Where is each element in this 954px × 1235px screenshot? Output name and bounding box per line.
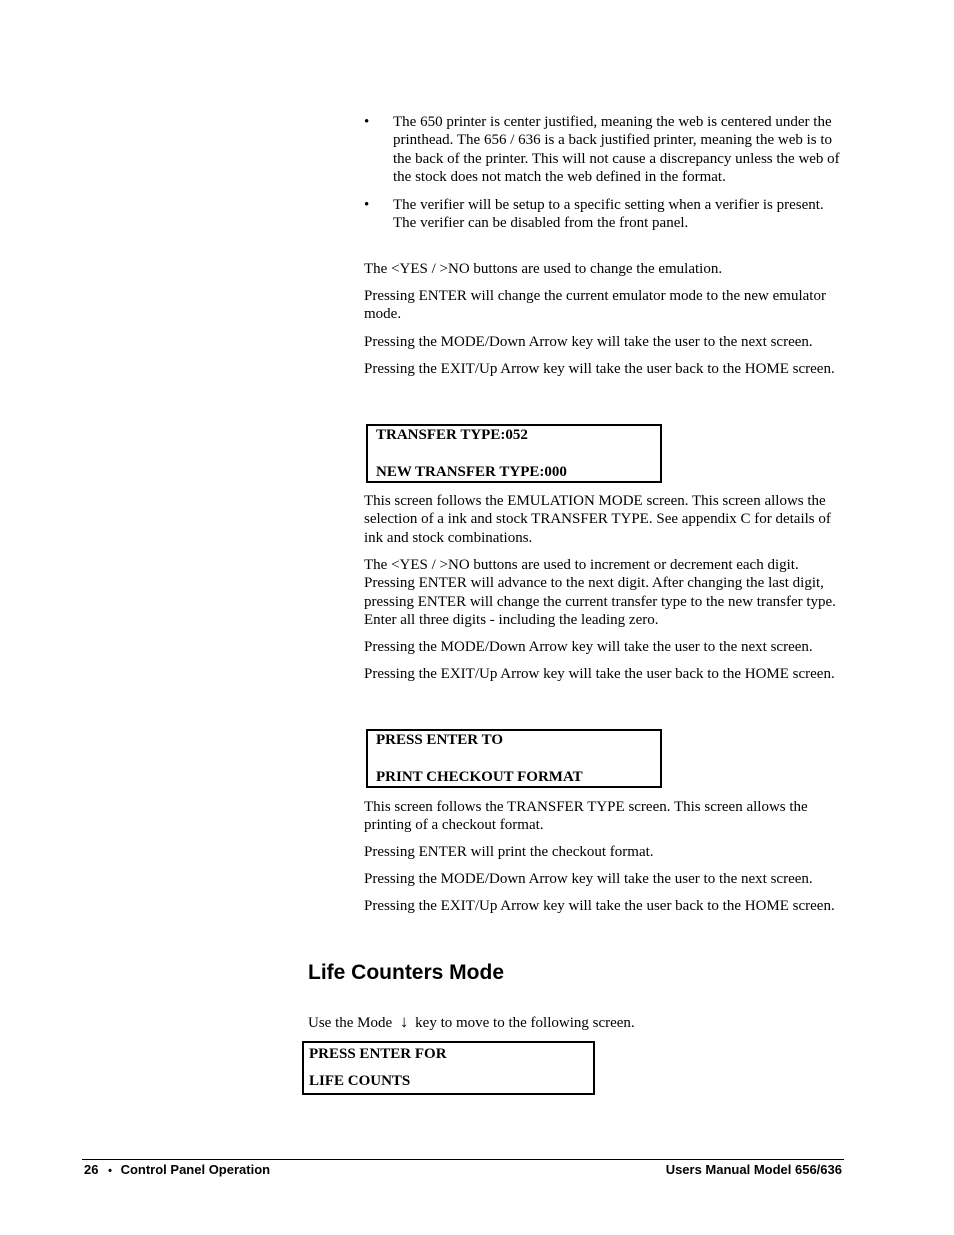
transfer-type-screen [366, 424, 662, 483]
checkout-paragraph-exit: Pressing the EXIT/Up Arrow key will take the user back to the HOME screen. [364, 898, 835, 914]
page-number: 26 [84, 1162, 99, 1177]
life-counters-instruction [308, 1013, 635, 1032]
bullet-list [364, 113, 844, 243]
transfer-paragraph-buttons: The <YES / >NO buttons are used to increment or decrement each digit. Pressing ENTER will advance to the next digit. After changing the last digit, pressing ENTER will change the current transfer type to the new transfer type. Enter all three digits - including the leading zero. [364, 557, 836, 628]
screen-line-2: NEW TRANSFER TYPE:000 [376, 464, 567, 480]
instruction-text-pre: Use the Mode [308, 1015, 393, 1031]
transfer-paragraph-intro: This screen follows the EMULATION MODE screen. This screen allows the selection of a ink and stock TRANSFER TYPE. See appendix C for details of ink and stock combinations. [364, 493, 831, 546]
screen-line-2: LIFE COUNTS [309, 1073, 411, 1089]
footer-left [84, 1162, 270, 1179]
checkout-paragraph-mode: Pressing the MODE/Down Arrow key will take the user to the next screen. [364, 871, 813, 887]
bullet-item [364, 113, 844, 186]
emulation-paragraph-mode: Pressing the MODE/Down Arrow key will take the user to the next screen. [364, 334, 813, 350]
emulation-paragraph-buttons: The <YES / >NO buttons are used to change the emulation. [364, 261, 723, 277]
checkout-paragraph-intro: This screen follows the TRANSFER TYPE screen. This screen allows the printing of a checkout format. [364, 799, 808, 834]
screen-line-1: PRESS ENTER FOR [309, 1046, 447, 1062]
down-arrow-icon: ↓ [399, 1012, 409, 1031]
transfer-paragraph-exit: Pressing the EXIT/Up Arrow key will take the user back to the HOME screen. [364, 666, 835, 682]
section-heading: Life Counters Mode [308, 961, 505, 984]
footer-manual-title: Users Manual Model 656/636 [665, 1162, 842, 1177]
bullet-icon: • [364, 197, 370, 214]
screen-line-2: PRINT CHECKOUT FORMAT [376, 769, 583, 785]
footer-separator-icon: • [108, 1165, 112, 1177]
transfer-paragraph-mode: Pressing the MODE/Down Arrow key will take the user to the next screen. [364, 639, 813, 655]
checkout-paragraph-enter: Pressing ENTER will print the checkout format. [364, 844, 654, 860]
screen-line-1: TRANSFER TYPE:052 [376, 427, 528, 443]
life-counts-screen [302, 1041, 595, 1095]
screen-line-1: PRESS ENTER TO [376, 732, 503, 748]
footer-divider [82, 1159, 844, 1160]
instruction-text-post: key to move to the following screen. [415, 1015, 635, 1031]
checkout-screen [366, 729, 662, 788]
emulation-paragraph-exit: Pressing the EXIT/Up Arrow key will take the user back to the HOME screen. [364, 361, 835, 377]
bullet-text: The verifier will be setup to a specific setting when a verifier is present. The verifier can be disabled from the front panel. [393, 197, 824, 232]
bullet-text: The 650 printer is center justified, meaning the web is centered under the printhead. The 656 / 636 is a back justified printer, meaning the web is to the back of the printer. This will not cause a discrepancy unless the web of the stock does not match the web defined in the format. [393, 114, 840, 185]
bullet-icon: • [364, 114, 370, 130]
emulation-paragraph-enter: Pressing ENTER will change the current emulator mode to the new emulator mode. [364, 288, 826, 323]
footer-section-title: Control Panel Operation [120, 1162, 271, 1177]
bullet-item [364, 196, 844, 233]
